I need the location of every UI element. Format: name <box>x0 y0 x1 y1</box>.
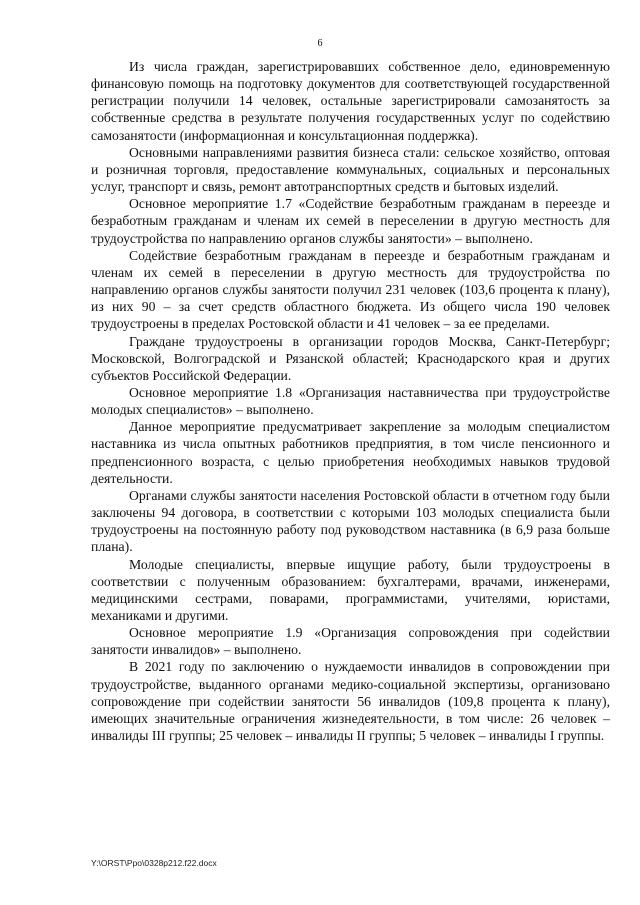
footer-file-path: Y:\ORST\Ppo\0328p212.f22.docx <box>91 858 217 868</box>
paragraph-relocation-assistance: Содействие безработным гражданам в переезде и безработным гражданам и членам их семей в переселении в другую местность для трудоустройства по направлению органов службы занятости получил 231 человек (103,6 процента к плану), из них 90 – за счет средств областного бюджета. Из общего числа 190 человек трудоустроены в пределах Ростовской области и 41 человек – за ее пределами. <box>91 247 610 332</box>
paragraph-mentoring-description: Данное мероприятие предусматривает закрепление за молодым специалистом наставника из числа опытных работников предприятия, в том числе пенсионного и предпенсионного возраста, с целью приобретения необходимых навыков трудовой деятельности. <box>91 419 610 486</box>
paragraph-measure-1-8: Основное мероприятие 1.8 «Организация наставничества при трудоустройстве молодых специалистов» – выполнено. <box>91 384 610 418</box>
paragraph-self-employment: Из числа граждан, зарегистрировавших собственное дело, единовременную финансовую помощь на подготовку документов для соответствующей государственной регистрации получили 14 человек, остальные зарегистрировали самозанятость за собственные средства в результате получения государственных услуг по содействию самозанятости (информационная и консультационная поддержка). <box>91 59 610 143</box>
paragraph-young-specialists: Молодые специалисты, впервые ищущие работу, были трудоустроены в соответствии с полученным образованием: бухгалтерами, врачами, инженерами, медицинскими сестрами, поварами, программистами, учителями, юристами, механиками и другими. <box>91 556 610 623</box>
paragraph-measure-1-9: Основное мероприятие 1.9 «Организация сопровождения при содействии занятости инвалидов» – выполнено. <box>91 625 610 658</box>
paragraph-business-directions: Основными направлениями развития бизнеса стали: сельское хозяйство, оптовая и розничная торговля, предоставление коммунальных, социальных и персональных услуг, транспорт и связь, ремонт автотранспортных средств и бытовых изделий. <box>91 144 610 195</box>
page-number: 6 <box>317 38 323 49</box>
paragraph-mentoring-results: Органами службы занятости населения Ростовской области в отчетном году были заключены 94 договора, в соответствии с которыми 103 молодых специалиста были трудоустроены на постоянную работу под руководством наставника (в 6,9 раза больше плана). <box>91 487 610 555</box>
paragraph-measure-1-7: Основное мероприятие 1.7 «Содействие безработным гражданам в переезде и безработным гражданам и членам их семей в переселении в другую местность для трудоустройства по направлению органов службы занятости» – выполнено. <box>91 196 610 246</box>
paragraph-disabled-support: В 2021 году по заключению о нуждаемости инвалидов в сопровождении при трудоустройстве, выданного органами медико-социальной экспертизы, организовано сопровождение при содействии занятости 56 инвалидов (109,8 процента к плану), имеющих значительные ограничения жизнедеятельности, в том числе: 26 человек – инвалиды III группы; 25 человек – инвалиды II группы; 5 человек – инвалиды I группы. <box>91 659 610 744</box>
paragraph-employment-regions: Граждане трудоустроены в организации городов Москва, Санкт-Петербург; Московской, Волгоградской и Рязанской областей; Краснодарского края и других субъектов Российской Федерации. <box>91 333 610 383</box>
body-text <box>91 58 610 744</box>
